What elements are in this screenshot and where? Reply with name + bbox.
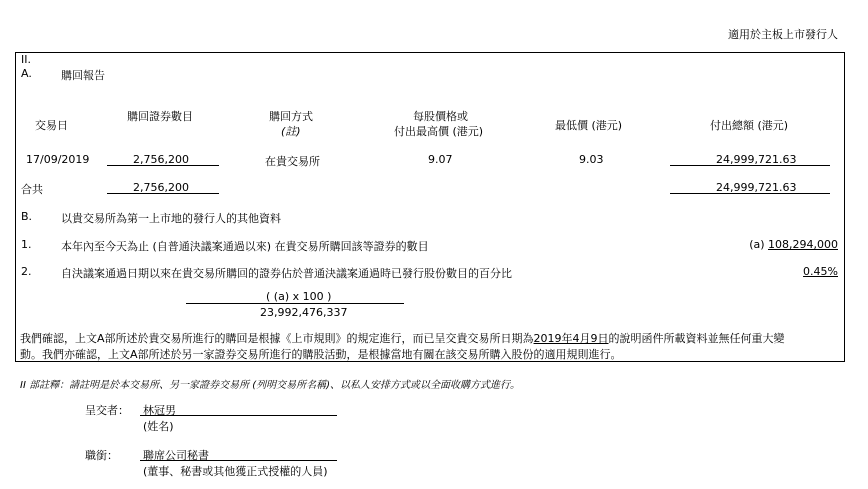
total-quantity-underline (107, 193, 219, 194)
col-method: 購回方式 (269, 110, 313, 123)
col-total: 付出總額 (港元) (710, 119, 789, 132)
section-number: II. (21, 53, 31, 66)
item1-text: 本年內至今天為止 (自普通決議案通過以來) 在貴交易所購回該等證券的數目 (61, 240, 429, 253)
section-ii-box (15, 52, 845, 362)
col-highest-l1: 每股價格或 (413, 110, 468, 123)
item2-text: 自決議案通過日期以來在貴交易所購回的證券佔於普通決議案通過時已發行股份數目的百分比 (61, 267, 512, 280)
total-amount: 24,999,721.63 (716, 181, 797, 194)
part-b-label: B. (21, 210, 33, 223)
title-underline (140, 460, 337, 461)
row-total-underline (670, 165, 830, 166)
row-method: 在貴交易所 (265, 155, 320, 168)
title-caption: (董事、秘書或其他獲正式授權的人員) (143, 465, 328, 478)
row-lowest: 9.03 (579, 153, 604, 166)
confirmation-line-1 (20, 330, 785, 346)
name-underline (140, 415, 337, 416)
confirmation-date: 2019年4月9日 (533, 332, 609, 345)
part-a-label: A. (21, 67, 32, 80)
title-label: 職銜： (85, 449, 118, 462)
row-quantity: 2,756,200 (133, 153, 189, 166)
row-date: 17/09/2019 (26, 153, 90, 166)
total-amount-underline (670, 193, 830, 194)
item2-number: 2. (21, 265, 32, 278)
item1-value: 108,294,000 (768, 238, 838, 251)
item1-number: 1. (21, 238, 32, 251)
confirmation-text-b: 的說明函件所載資料並無任何重大變 (608, 332, 785, 345)
confirmation-line-2: 動。我們亦確認，上文A部所述於另一家證券交易所進行的購股活動，是根據當地有關在該交易所購入股份的適用規則進行。 (20, 348, 622, 361)
formula-divider (186, 303, 404, 304)
item2-value: 0.45% (803, 265, 838, 278)
submitted-by-name: 林冠男 (143, 404, 176, 417)
title-value: 聯席公司秘書 (143, 449, 209, 462)
applies-to-note: 適用於主板上市發行人 (728, 28, 838, 41)
item1-prefix: (a) (749, 238, 765, 251)
col-quantity: 購回證券數目 (127, 110, 193, 123)
formula-denominator: 23,992,476,337 (260, 306, 348, 319)
part-b-title: 以貴交易所為第一上市地的發行人的其他資料 (61, 212, 281, 225)
part-ii-footnote: II 部註釋：請註明是於本交易所、另一家證券交易所 (列明交易所名稱)、以私人安排方式或以全面收購方式進行。 (20, 380, 521, 391)
confirmation-text-a: 我們確認，上文A部所述於貴交易所進行的購回是根據《上市規則》的規定進行，而已呈交貴交易所日期為 (20, 332, 534, 345)
row-quantity-underline (107, 165, 219, 166)
total-label: 合共 (21, 183, 43, 196)
item1-value-group (749, 238, 838, 251)
row-total: 24,999,721.63 (716, 153, 797, 166)
formula-numerator: ( (a) x 100 ) (266, 290, 332, 303)
col-lowest: 最低價 (港元) (555, 119, 623, 132)
col-method-note: (註) (281, 125, 301, 138)
row-highest: 9.07 (428, 153, 453, 166)
submitted-by-label: 呈交者： (85, 404, 129, 417)
col-highest-l2: 付出最高價 (港元) (394, 125, 484, 138)
col-trade-date: 交易日 (35, 119, 68, 132)
part-a-title: 購回報告 (61, 69, 105, 82)
total-quantity: 2,756,200 (133, 181, 189, 194)
name-caption: (姓名) (143, 420, 174, 433)
